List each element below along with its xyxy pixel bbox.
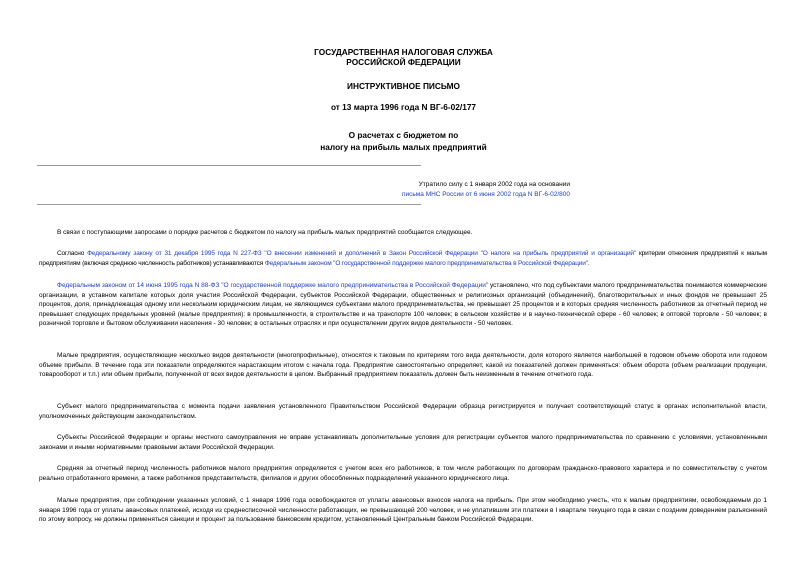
paragraph-law-227-suffix: .	[587, 259, 590, 267]
paragraph-law-88-text: установлено, что под субъектами малого предпринимательства понимаются коммерческие организации, в уставном капитале которых доля участия Российской Федерации, субъектов Российской Федерации, общественных и религиозных организаций (объединений), благотворительных и иных фондов не превышает 25 процентов, доля, принадлежащая одному или нескольким юридическим лицам, не являющимся субъектами малого предпринимательства, не превышает 25 процентов и в которых средняя численность работников за отчетный период не превышает следующих предельных уровней (малые предприятия): в промышленности, в строительстве и на транспорте 100 человек; в сельском хозяйстве и в научно-технической сфере - 60 человек; в оптовой торговле - 50 человек; в розничной торговле и бытовом обслуживании населения - 30 человек; в остальных отраслях и при осуществлении других видов деятельности - 50 человек.	[39, 282, 767, 328]
document-subject-line2: налогу на прибыль малых предприятий	[320, 142, 487, 152]
divider-bottom	[37, 204, 421, 205]
agency-name-line1: ГОСУДАРСТВЕННАЯ НАЛОГОВАЯ СЛУЖБА	[314, 47, 493, 57]
divider-top	[37, 165, 421, 166]
paragraph-law-88	[39, 281, 767, 329]
law-227-fz-link[interactable]: Федеральному закону от 31 декабря 1995 года N 227-ФЗ "О внесении изменений и дополнений в Закон Российской Федерации "О налоге на прибыль предприятий и организаций"	[87, 250, 637, 257]
paragraph-law-227-middle: критерии отнесения предприятий к малым предприятиям (включая среднюю численность работников) устанавливаются	[39, 250, 767, 267]
status-note	[150, 180, 570, 199]
status-note-link[interactable]: письма МНС России от 6 июня 2002 года N ВГ-6-02/800	[402, 190, 570, 198]
law-small-business-link[interactable]: Федеральным законом "О государственной поддержке малого предпринимательства в Российской Федерации"	[264, 259, 588, 267]
agency-name-line2: РОССИЙСКОЙ ФЕДЕРАЦИИ	[346, 57, 461, 67]
status-note-text: Утратило силу с 1 января 2002 года на основании	[418, 181, 570, 188]
document-date: от 13 марта 1996 года N ВГ-6-02/177	[330, 102, 477, 112]
paragraph-law-227	[39, 249, 767, 268]
law-88-fz-link[interactable]: Федеральным законом от 14 июня 1995 года N 88-ФЗ "О государственной поддержке малого предпринимательства в Российской Федерации"	[57, 282, 489, 289]
paragraph-multiprofile: Малые предприятия, осуществляющие несколько видов деятельности (многопрофильные), относятся к таковым по критериям того вида деятельности, доля которого является наибольшей в годовом объеме оборота или годовом объеме прибыли. В течение года эти показатели определяются нарастающим итогом с начала года. Предприятие самостоятельно определяет, какой из показателей должен применяться: объем оборота (объем реализации продукции, товарооборот и т.п.) или объем прибыли, полученной от всех видов деятельности в целом. Выбранный предприятием показатель должен быть неизменным в течение отчетного года.	[39, 352, 767, 379]
paragraph-advance-payments: Малые предприятия, при соблюдении указанных условий, с 1 января 1996 года освобождаются от уплаты авансовых взносов налога на прибыль. При этом необходимо учесть, что к малым предприятиям, освобождаемым до 1 января 1996 года от уплаты авансовых платежей, исходя из среднесписочной численности работающих, не превышающей 200 человек, и не уплатившим эти платежи в I квартале текущего года в связи с поздним доведением разъяснений по этому вопросу, не должны применяться санкции и процент за пользование банковским кредитом, установленный Центральным банком Российской Федерации.	[39, 497, 767, 524]
document-subject-line1: О расчетах с бюджетом по	[348, 130, 459, 140]
paragraph-intro: В связи с поступающими запросами о порядке расчетов с бюджетом по налогу на прибыль малых предприятий сообщается следующее.	[57, 229, 473, 236]
paragraph-law-227-prefix: Согласно	[57, 250, 88, 257]
paragraph-headcount: Средняя за отчетный период численность работников малого предприятия определяется с учетом всех его работников, в том числе работающих по договорам гражданско-правового характера и по совместительству с учетом реально отработанного времени, а также работников представительств, филиалов и других обособленных подразделений указанного юридического лица.	[39, 465, 767, 482]
document-type: ИНСТРУКТИВНОЕ ПИСЬМО	[346, 81, 460, 91]
paragraph-registration: Субъект малого предпринимательства с момента подачи заявления установленного Правительством Российской Федерации образца регистрируется и получает соответствующий статус в органах исполнительной власти, уполномоченных действующим законодательством.	[39, 403, 767, 420]
paragraph-local-conditions: Субъекты Российской Федерации и органы местного самоуправления не вправе устанавливать дополнительные условия для регистрации субъектов малого предпринимательства по сравнению с условиями, установленными законами и иными нормативными правовыми актами Российской Федерации.	[39, 434, 767, 451]
